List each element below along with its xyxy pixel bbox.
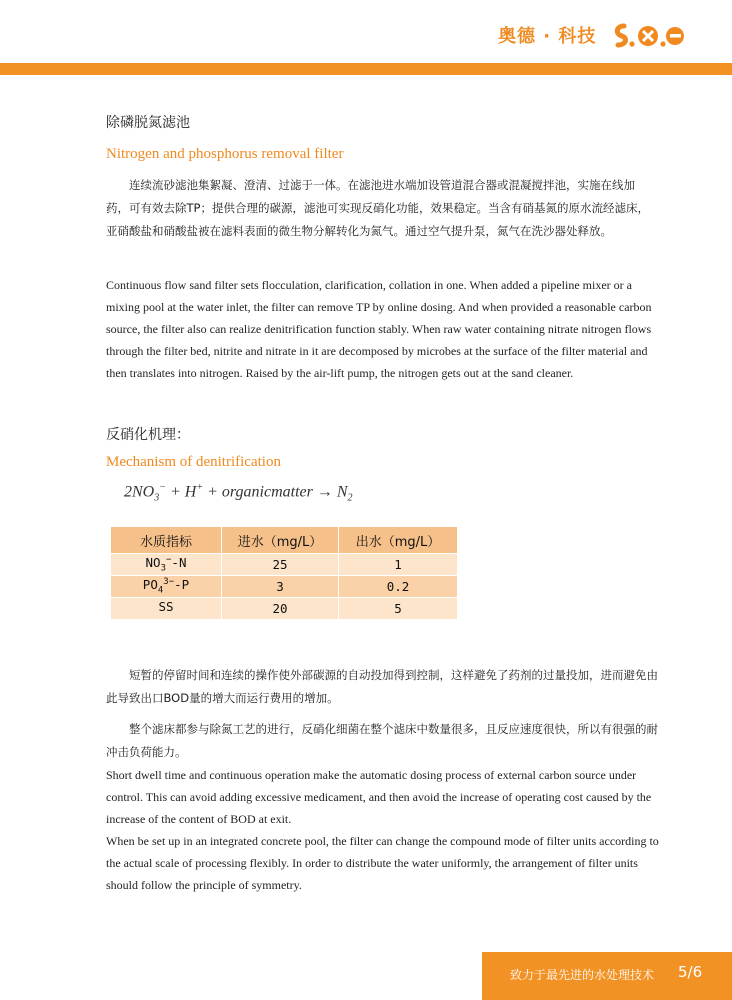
table-cell-inflow: 20 — [222, 598, 339, 620]
formula-organic-matter: organicmatter — [221, 483, 313, 501]
footer-slogan: 致力于最先进的水处理技术 — [510, 968, 655, 982]
table-row — [111, 576, 458, 598]
paragraph-cn: 短暂的停留时间和连续的操作使外部碳源的自动投加得到控制，这样避免了药剂的过量投加，进而避免由此导致出口BOD量的增大而运行费用的增加。 — [106, 668, 658, 705]
formula-nitrate: NO — [132, 483, 155, 501]
water-quality-table — [110, 526, 458, 620]
formula-coefficient: 2 — [124, 483, 132, 501]
table-cell-indicator: $NO_3^--N$ — [111, 554, 222, 576]
company-logo — [612, 22, 684, 50]
section-title-cn: 反硝化机理： — [106, 427, 190, 443]
paragraph-en: When be set up in an integrated concrete pool, the filter can change the compound mode of filter units according to the actual scale of processing flexibly. In order to distribute the water uniformly, the arrangement of filter units should follow the principle of symmetry. — [106, 834, 659, 892]
table-row — [111, 554, 458, 576]
formula-nitrogen: N — [336, 483, 348, 501]
table-cell-inflow: 3 — [222, 576, 339, 598]
paragraph-en: Short dwell time and continuous operation make the automatic dosing process of external carbon source under control. This can avoid adding excessive medicament, and then avoid the increase of operating cost caused by the increase of the content of BOD at exit. — [106, 768, 652, 826]
page-footer — [482, 952, 732, 1000]
denitrification-formula — [124, 482, 353, 504]
formula-arrow: → — [316, 483, 333, 501]
table-header-row — [111, 527, 458, 554]
formula-hydrogen: H — [184, 483, 197, 501]
formula-subscript: 2 — [347, 492, 353, 504]
paragraph-en: Continuous flow sand filter sets flocculation, clarification, collation in one. When added a pipeline mixer or a mixing pool at the water inlet, the filter can remove TP by online dosing. And when provided a reasonable carbon source, the filter also can realize denitrification function stably. When raw water containing nitrate nitrogen flows through the filter bed, nitrite and nitrate in it are decomposed by microbes at the surface of the filter material and then translates into nitrogen. Raised by the air-lift pump, the nitrogen gets out at the sand cleaner. — [106, 278, 652, 380]
paragraph-cn: 整个滤床都参与除氮工艺的进行，反硝化细菌在整个滤床中数量很多，且反应速度很快，所以有很强的耐冲击负荷能力。 — [106, 722, 658, 759]
section3-cn — [106, 656, 666, 764]
section3-en — [106, 764, 666, 896]
formula-plus: + — [207, 483, 218, 501]
formula-superscript: − — [159, 482, 166, 493]
formula-subscript: 3 — [154, 492, 160, 504]
page-header — [0, 0, 732, 76]
section-title-en: Mechanism of denitrification — [106, 454, 281, 470]
page-number: 5/6 — [678, 963, 703, 981]
table-cell-outflow: 0.2 — [339, 576, 458, 598]
table-row — [111, 598, 458, 620]
paragraph-cn: 连续流砂滤池集絮凝、澄清、过滤于一体。在滤池进水端加设管道混合器或混凝搅拌池，实施在线加药，可有效去除TP；提供合理的碳源，滤池可实现反硝化功能，效果稳定。当含有硝基氮的原水流经滤床，亚硝酸盐和硝酸盐被在滤料表面的微生物分解转化为氮气。通过空气提升泵，氮气在洗沙器处释放。 — [106, 178, 649, 238]
table-cell-indicator: SS — [111, 598, 222, 620]
formula-superscript: + — [196, 482, 204, 493]
header-accent-bar — [0, 63, 732, 75]
section-title-en: Nitrogen and phosphorus removal filter — [106, 146, 344, 162]
section-title-cn: 除磷脱氮滤池 — [106, 115, 190, 131]
table-header-cell: 出水（mg/L） — [339, 527, 458, 554]
table-header-cell: 进水（mg/L） — [222, 527, 339, 554]
brand-name: 奥德 · 科技 — [498, 26, 597, 47]
table-header-cell: 水质指标 — [111, 527, 222, 554]
table-cell-inflow: 25 — [222, 554, 339, 576]
table-cell-outflow: 1 — [339, 554, 458, 576]
formula-plus: + — [169, 483, 181, 501]
table-cell-indicator: $PO_4^{3-}-P$ — [111, 576, 222, 598]
table-cell-outflow: 5 — [339, 598, 458, 620]
